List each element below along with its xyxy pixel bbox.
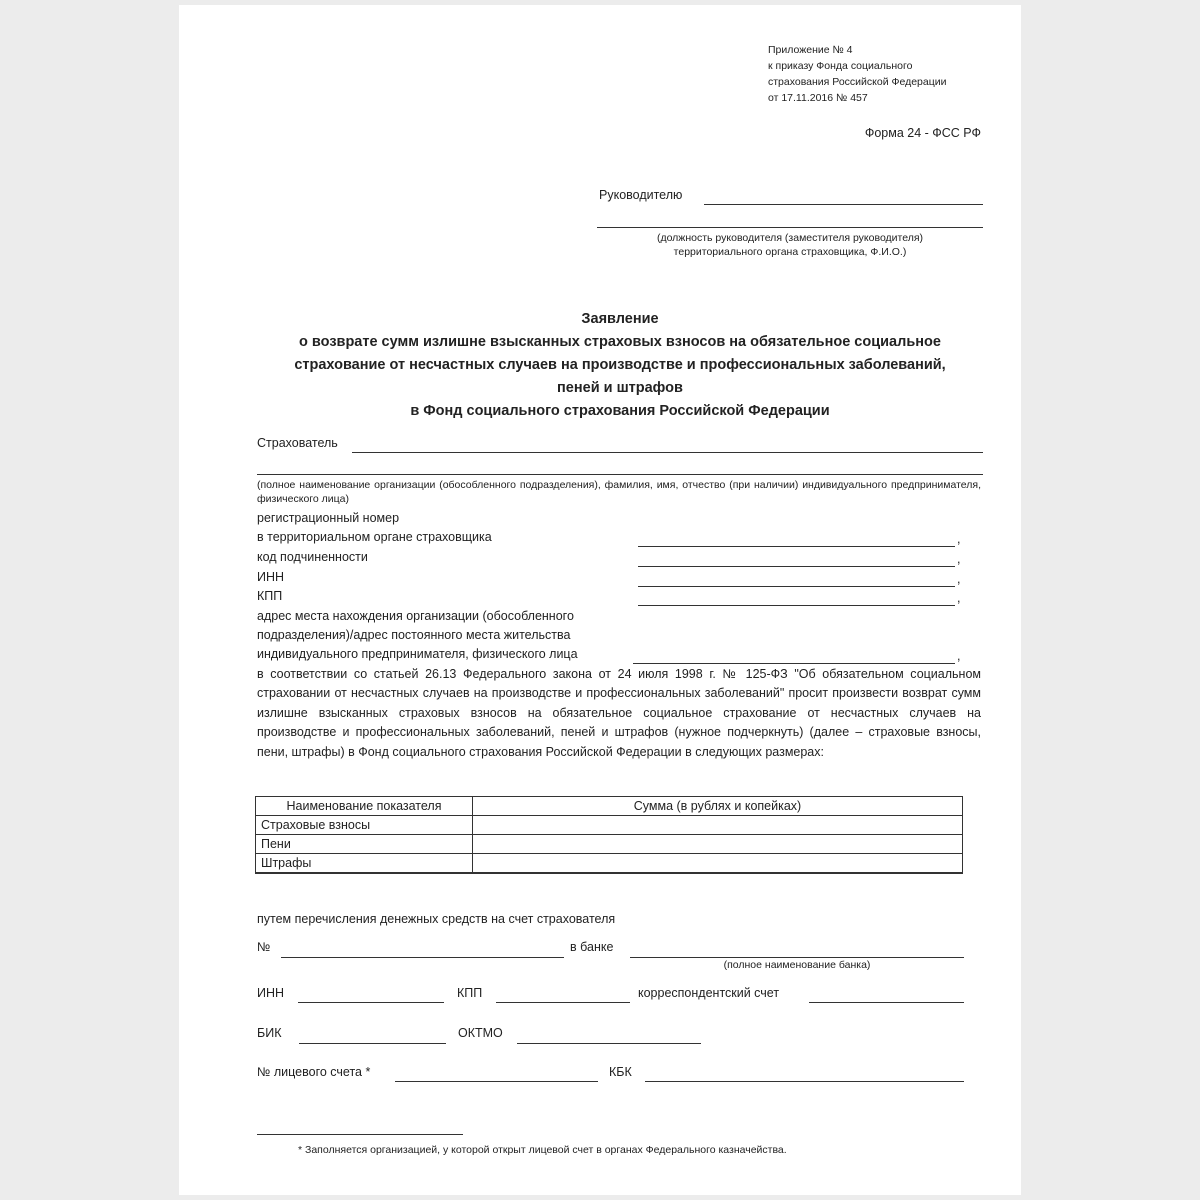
address-label-1: адрес места нахождения организации (обособленного	[257, 609, 574, 623]
table-header-amount: Сумма (в рублях и копейках)	[473, 797, 963, 816]
bank-intro: путем перечисления денежных средств на счет страхователя	[257, 912, 616, 926]
bik-label: БИК	[257, 1026, 282, 1040]
insurer-label: Страхователь	[257, 436, 338, 450]
document-title	[240, 308, 1000, 423]
address-label-2: подразделения)/адрес постоянного места жительства	[257, 628, 571, 642]
bank-kpp-field[interactable]	[496, 1002, 630, 1003]
addressee-label: Руководителю	[599, 188, 683, 202]
bank-kpp-label: КПП	[457, 986, 483, 1000]
account-number-field[interactable]	[281, 957, 564, 958]
kbk-field[interactable]	[645, 1081, 964, 1082]
title-line-5: в Фонд социального страхования Российской Федерации	[410, 403, 830, 419]
inn-comma: ,	[957, 572, 961, 586]
appendix-line-2: к приказу Фонда социального	[768, 60, 913, 72]
personal-account-label: № лицевого счета *	[257, 1065, 371, 1079]
title-line-4: пеней и штрафов	[557, 380, 683, 396]
bank-label: в банке	[570, 940, 614, 954]
insurer-name-line-2[interactable]	[257, 474, 983, 475]
account-number-label: №	[257, 940, 271, 954]
inn-label: ИНН	[257, 570, 285, 584]
bank-note: (полное наименование банка)	[723, 959, 871, 971]
subordination-comma: ,	[957, 552, 961, 566]
inn-field[interactable]	[638, 586, 955, 587]
addressee-note-1: (должность руководителя (заместителя руководителя)	[656, 232, 924, 244]
addressee-note-2: территориального органа страховщика, Ф.И.О.)	[673, 246, 907, 258]
row-amount-fines[interactable]	[473, 854, 963, 874]
bank-inn-field[interactable]	[298, 1002, 444, 1003]
address-label-3: индивидуального предпринимателя, физического лица	[257, 647, 578, 661]
title-line-1: Заявление	[581, 311, 659, 327]
reg-number-comma: ,	[957, 532, 961, 546]
row-name-fines: Штрафы	[256, 854, 473, 874]
table-row	[256, 835, 963, 854]
body-paragraph: в соответствии со статьей 26.13 Федерального закона от 24 июля 1998 г. № 125-ФЗ "Об обязательном социальном страховании от несчастных случаев на производстве и профессиональных заболеваний" просит произвести возврат сумм излишне взысканных страховых взносов на обязательное социальное страхование от несчастных случаев на производстве и профессиональных заболеваний, пеней и штрафов (нужное подчеркнуть) (далее – страховые взносы, пени, штрафы) в Фонд социального страхования Российской Федерации в следующих размерах:	[257, 667, 981, 759]
table-row	[256, 854, 963, 874]
kbk-label: КБК	[609, 1065, 632, 1079]
subordination-field[interactable]	[638, 566, 955, 567]
bik-field[interactable]	[299, 1043, 446, 1044]
table-header-indicator: Наименование показателя	[256, 797, 473, 816]
row-name-penalties: Пени	[256, 835, 473, 854]
form-name: Форма 24 - ФСС РФ	[864, 126, 981, 140]
oktmo-label: ОКТМО	[458, 1026, 503, 1040]
appendix-line-1: Приложение № 4	[768, 44, 853, 56]
kpp-field[interactable]	[638, 605, 955, 606]
subordination-label: код подчиненности	[257, 550, 368, 564]
addressee-line-2[interactable]	[597, 227, 983, 228]
kpp-comma: ,	[957, 591, 961, 605]
oktmo-field[interactable]	[517, 1043, 701, 1044]
insurer-name-line-1[interactable]	[352, 452, 983, 453]
amounts-table	[255, 796, 963, 874]
address-comma: ,	[957, 649, 961, 663]
reg-number-label-1: регистрационный номер	[257, 511, 400, 525]
address-field[interactable]	[633, 663, 955, 664]
kpp-label: КПП	[257, 589, 283, 603]
table-row	[256, 816, 963, 835]
title-line-2: о возврате сумм излишне взысканных страховых взносов на обязательное социальное	[299, 334, 941, 350]
footnote: * Заполняется организацией, у которой открыт лицевой счет в органах Федерального казначейства.	[298, 1144, 787, 1156]
reg-number-field[interactable]	[638, 546, 955, 547]
row-amount-contributions[interactable]	[473, 816, 963, 835]
addressee-line-1[interactable]	[704, 204, 983, 205]
appendix-line-3: страхования Российской Федерации	[768, 76, 947, 88]
row-amount-penalties[interactable]	[473, 835, 963, 854]
row-name-contributions: Страховые взносы	[256, 816, 473, 835]
bank-inn-label: ИНН	[257, 986, 285, 1000]
appendix-line-4: от 17.11.2016 № 457	[768, 92, 868, 104]
title-line-3: страхование от несчастных случаев на производстве и профессиональных заболеваний,	[294, 357, 946, 373]
footnote-separator	[257, 1134, 463, 1135]
table-header-row	[256, 797, 963, 816]
corr-account-field[interactable]	[809, 1002, 964, 1003]
corr-account-label: корреспондентский счет	[638, 986, 780, 1000]
personal-account-field[interactable]	[395, 1081, 598, 1082]
reg-number-label-2: в территориальном органе страховщика	[257, 530, 492, 544]
insurer-note: (полное наименование организации (обособленного подразделения), фамилия, имя, отчество (при наличии) индивидуального предпринимателя, физического лица)	[257, 479, 981, 505]
document-page	[179, 5, 1021, 1195]
